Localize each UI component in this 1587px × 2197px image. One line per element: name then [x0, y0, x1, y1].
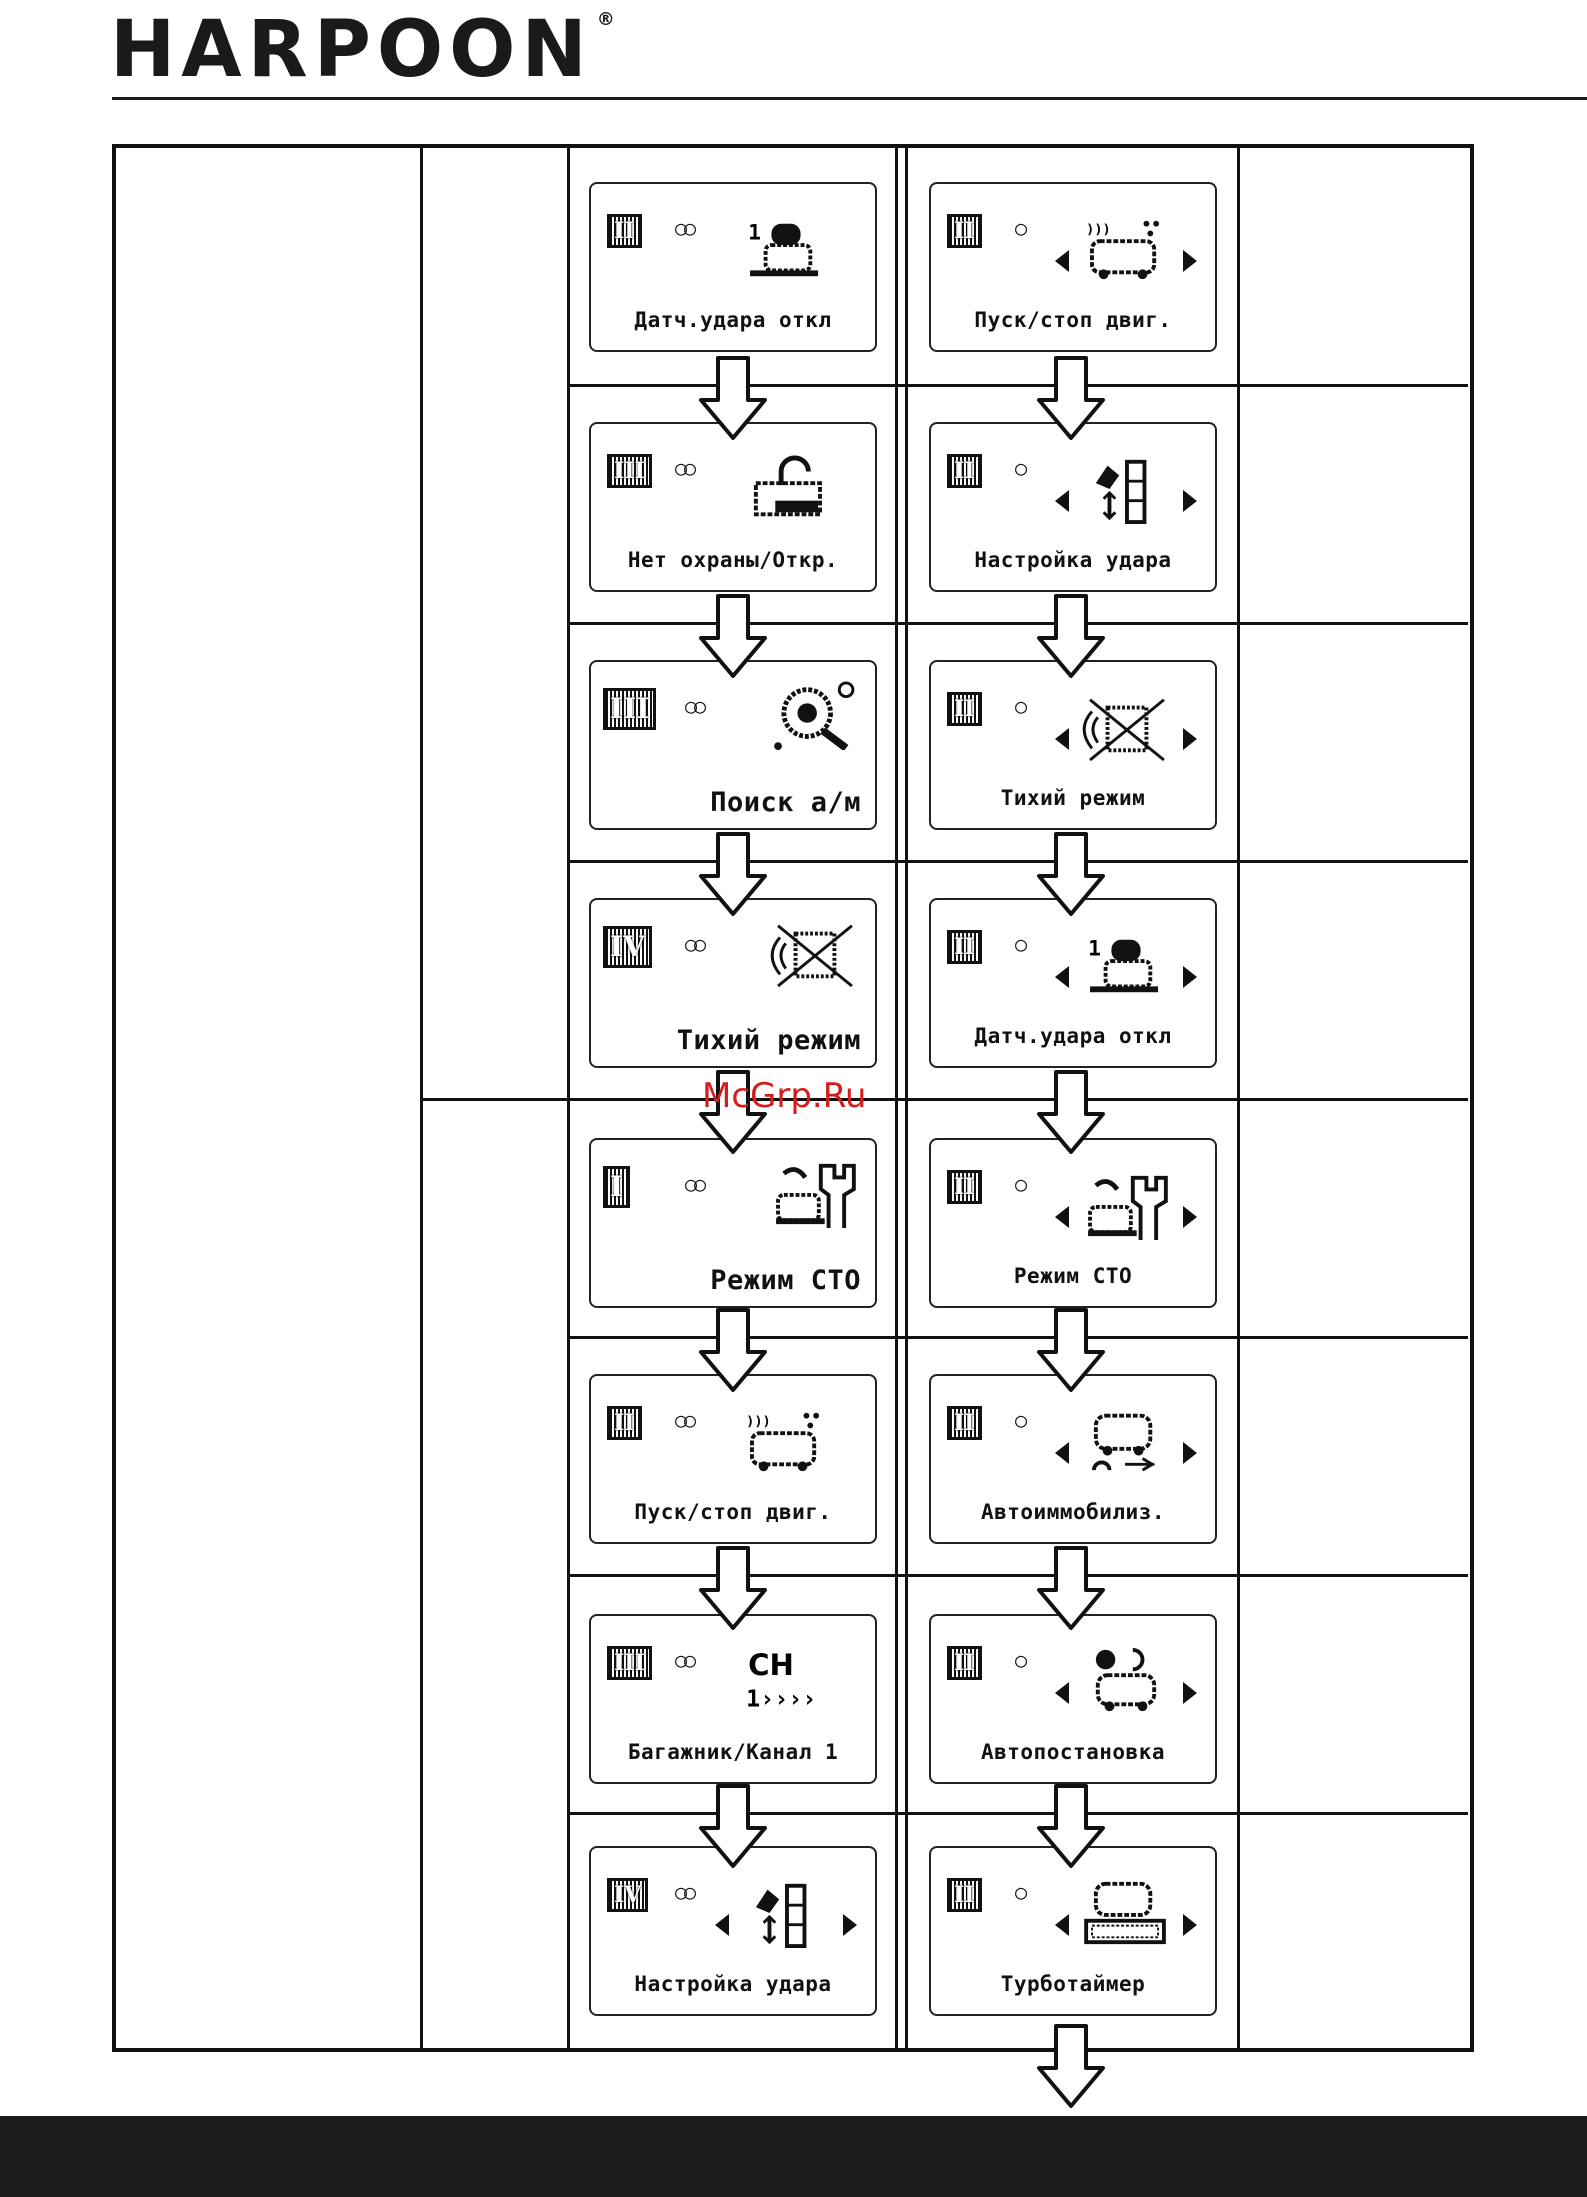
scroll-left-icon [1055, 1914, 1069, 1936]
brand-logo [110, 5, 621, 95]
mode-dots-icon: ○ [1015, 694, 1025, 718]
right_column-screen [929, 1614, 1217, 1784]
svg-text:1: 1 [748, 220, 761, 246]
scroll-right-icon [1183, 728, 1197, 750]
mode-dots-icon: ○ [1015, 1408, 1025, 1432]
menu-level-indicator: III [607, 1646, 652, 1680]
left_column-screen [589, 898, 877, 1068]
screen-label: Нет охраны/Откр. [627, 548, 839, 572]
right_column-screen [929, 1846, 1217, 2016]
flow-down-arrow-icon [1036, 1070, 1106, 1154]
header-rule [112, 97, 1587, 100]
engine-start-icon [741, 1406, 831, 1476]
scroll-left-icon [1055, 490, 1069, 512]
screen-label: Тихий режим [1000, 786, 1146, 810]
screen-label: Настройка удара [634, 1972, 832, 1996]
left_column-screen [589, 1614, 877, 1784]
screen-label: Датч.удара откл [634, 308, 832, 332]
menu-level-indicator: III [607, 454, 652, 488]
flow-down-arrow-icon [1036, 1546, 1106, 1630]
menu-level-indicator: II [607, 1406, 642, 1440]
footer-bar [0, 2116, 1587, 2197]
engine-start-icon [1081, 214, 1171, 284]
flow-down-arrow-icon [698, 832, 768, 916]
car-search-icon [769, 680, 859, 750]
flow-down-arrow-icon [1036, 1308, 1106, 1392]
scroll-right-icon [1183, 966, 1197, 988]
scroll-right-icon [1183, 1206, 1197, 1228]
mode-dots-icon: ○○ [675, 1408, 694, 1432]
mode-dots-icon: ○ [1015, 456, 1025, 480]
mode-dots-icon: ○○ [675, 456, 694, 480]
menu-level-indicator: II [947, 454, 982, 488]
left_column-screen [589, 422, 877, 592]
scroll-right-icon [843, 1914, 857, 1936]
screen-label: Режим СТО [1013, 1264, 1133, 1288]
flow-down-arrow-icon [1036, 356, 1106, 440]
menu-level-indicator: II [947, 1646, 982, 1680]
flow-down-arrow-icon [1036, 594, 1106, 678]
scroll-left-icon [1055, 1442, 1069, 1464]
scroll-right-icon [1183, 1914, 1197, 1936]
right_column-screen [929, 1138, 1217, 1308]
screen-label: Автоиммобилиз. [980, 1500, 1165, 1524]
screen-label: Автопостановка [980, 1740, 1165, 1764]
mode-dots-icon: ○○ [675, 1880, 694, 1904]
mode-dots-icon: ○○ [675, 216, 694, 240]
left_column-screen [589, 1846, 877, 2016]
mode-dots-icon: ○○ [685, 694, 704, 718]
svg-text:1: 1 [1088, 936, 1101, 962]
menu-level-indicator: II [947, 930, 982, 964]
scroll-left-icon [1055, 966, 1069, 988]
menu-level-indicator: I [603, 1166, 630, 1208]
flow-down-arrow-icon [698, 1546, 768, 1630]
left_column-screen [589, 1374, 877, 1544]
silent-mode-icon [1081, 692, 1171, 762]
menu-level-indicator: II [947, 1878, 982, 1912]
menu-level-indicator: II [947, 214, 982, 248]
service-mode-icon [1081, 1170, 1171, 1240]
flow-down-arrow-icon [1036, 2024, 1106, 2108]
right_column-screen [929, 1374, 1217, 1544]
scroll-left-icon [715, 1914, 729, 1936]
flow-down-arrow-icon [698, 1784, 768, 1868]
menu-level-indicator: II [947, 1170, 982, 1204]
scroll-right-icon [1183, 1442, 1197, 1464]
right_column-screen [929, 898, 1217, 1068]
shock-tuning-icon [1081, 454, 1171, 524]
svg-text:))): ))) [1086, 221, 1111, 238]
mode-dots-icon: ○○ [685, 932, 704, 956]
menu-level-indicator: II [947, 692, 982, 726]
screen-label: Поиск а/м [710, 787, 861, 818]
mode-dots-icon: ○ [1015, 1880, 1025, 1904]
scroll-left-icon [1055, 1206, 1069, 1228]
auto-immobilizer-icon [1081, 1406, 1171, 1476]
screen-label: Тихий режим [676, 1025, 861, 1056]
screen-label: Пуск/стоп двиг. [974, 308, 1172, 332]
menu-level-indicator: II [607, 214, 642, 248]
flow-down-arrow-icon [1036, 1784, 1106, 1868]
mode-dots-icon: ○ [1015, 1172, 1025, 1196]
right_column-screen [929, 182, 1217, 352]
row-divider [420, 1098, 570, 1101]
unlocked-car-icon [741, 454, 831, 524]
svg-text:1››››: 1›››› [746, 1684, 817, 1713]
watermark: McGrp.Ru [702, 1076, 867, 1116]
mode-dots-icon: ○○ [685, 1172, 704, 1196]
mode-dots-icon: ○ [1015, 1648, 1025, 1672]
menu-level-indicator: IV [603, 926, 652, 968]
screen-label: Режим СТО [710, 1265, 861, 1296]
scroll-left-icon [1055, 728, 1069, 750]
screen-label: Багажник/Канал 1 [627, 1740, 839, 1764]
flow-down-arrow-icon [1036, 832, 1106, 916]
scroll-right-icon [1183, 250, 1197, 272]
scroll-right-icon [1183, 1682, 1197, 1704]
menu-level-indicator: II [947, 1406, 982, 1440]
mode-dots-icon: ○ [1015, 932, 1025, 956]
shock-off-icon [741, 214, 831, 284]
mode-dots-icon: ○ [1015, 216, 1025, 240]
menu-level-indicator: III [603, 688, 656, 730]
screen-label: Пуск/стоп двиг. [634, 1500, 832, 1524]
menu-level-indicator: IV [607, 1878, 648, 1912]
screen-label: Турботаймер [1000, 1972, 1146, 1996]
screen-label: Настройка удара [974, 548, 1172, 572]
scroll-left-icon [1055, 1682, 1069, 1704]
svg-text:))): ))) [746, 1413, 771, 1430]
trunk-channel-icon [741, 1646, 831, 1716]
brand-name: HARPOON ® [110, 5, 621, 95]
shock-tuning-icon [741, 1878, 831, 1948]
left_column-screen [589, 660, 877, 830]
left_column-screen [589, 182, 877, 352]
auto-arming-icon [1081, 1646, 1171, 1716]
flow-down-arrow-icon [698, 1308, 768, 1392]
right_column-screen [929, 422, 1217, 592]
screen-label: Датч.удара откл [974, 1024, 1172, 1048]
turbo-timer-icon [1081, 1878, 1171, 1948]
shock-off-icon [1081, 930, 1171, 1000]
svg-text:CH: CH [748, 1648, 794, 1683]
left_column-screen [589, 1138, 877, 1308]
right_column-screen [929, 660, 1217, 830]
mode-dots-icon: ○○ [675, 1648, 694, 1672]
scroll-right-icon [1183, 490, 1197, 512]
service-mode-icon [769, 1158, 859, 1228]
flow-down-arrow-icon [698, 594, 768, 678]
silent-mode-icon [769, 918, 859, 988]
flow-down-arrow-icon [698, 356, 768, 440]
scroll-left-icon [1055, 250, 1069, 272]
